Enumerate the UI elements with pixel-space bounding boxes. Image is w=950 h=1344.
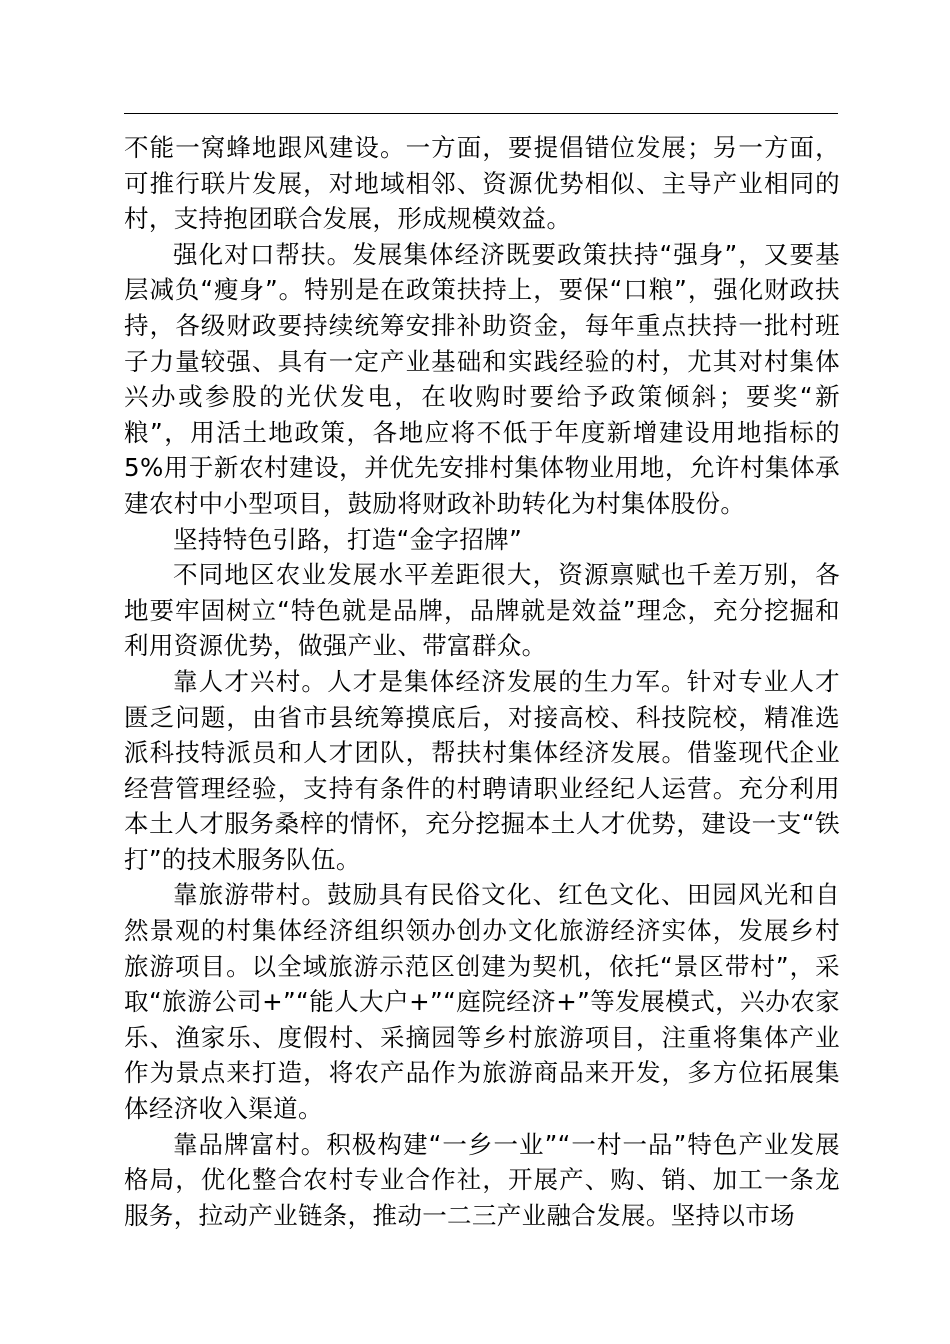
section-heading-characteristic-path: 坚持特色引路，打造“金字招牌” xyxy=(173,524,523,554)
paragraph-brand: 靠品牌富村。积极构建“一乡一业”“一村一品”特色产业发展格局，优化整合农村专业合作社，开展产、购、销、加工一条龙服务，拉动产业链条，推动一二三产业融合发展。坚持以市场 xyxy=(124,1129,840,1230)
paragraph-tourism: 靠旅游带村。鼓励具有民俗文化、红色文化、田园风光和自然景观的村集体经济组织领办创办文化旅游经济实体，发展乡村旅游项目。以全域旅游示范区创建为契机，依托“景区带村”，采取“旅游公司+”“能人大户+”“庭院经济+”等发展模式，兴办农家乐、渔家乐、度假村、采摘园等乡村旅游项目，注重将集体产业作为景点来打造，将农产品作为旅游商品来开发，多方位拓展集体经济收入渠道。 xyxy=(124,880,840,1124)
paragraph-targeted-support: 强化对口帮扶。发展集体经济既要政策扶持“强身”，又要基层减负“瘦身”。特别是在政策扶持上，要保“口粮”，强化财政扶持，各级财政要持续统筹安排补助资金，每年重点扶持一批村班子力量较强、具有一定产业基础和实践经验的村，尤其对村集体兴办或参股的光伏发电，在收购时要给予政策倾斜；要奖“新粮”，用活土地政策，各地应将不低于年度新增建设用地指标的5%用于新农村建设，并优先安排村集体物业用地，允许村集体承建农村中小型项目，鼓励将财政补助转化为村集体股份。 xyxy=(124,239,840,518)
paragraph-regional-differences: 不同地区农业发展水平差距很大，资源禀赋也千差万别，各地要牢固树立“特色就是品牌，品牌就是效益”理念，充分挖掘和利用资源优势，做强产业、带富群众。 xyxy=(124,560,840,661)
document-body xyxy=(124,130,840,1233)
paragraph-talent: 靠人才兴村。人才是集体经济发展的生力军。针对专业人才匮乏问题，由省市县统筹摸底后，对接高校、科技院校，精准选派科技特派员和人才团队，帮扶村集体经济发展。借鉴现代企业经营管理经验，支持有条件的村聘请职业经纪人运营。充分利用本土人才服务桑梓的情怀，充分挖掘本土人才优势，建设一支“铁打”的技术服务队伍。 xyxy=(124,666,840,874)
paragraph-continuation: 不能一窝蜂地跟风建设。一方面，要提倡错位发展；另一方面，可推行联片发展，对地域相邻、资源优势相似、主导产业相同的村，支持抱团联合发展，形成规模效益。 xyxy=(124,133,840,234)
header-rule xyxy=(124,113,838,114)
